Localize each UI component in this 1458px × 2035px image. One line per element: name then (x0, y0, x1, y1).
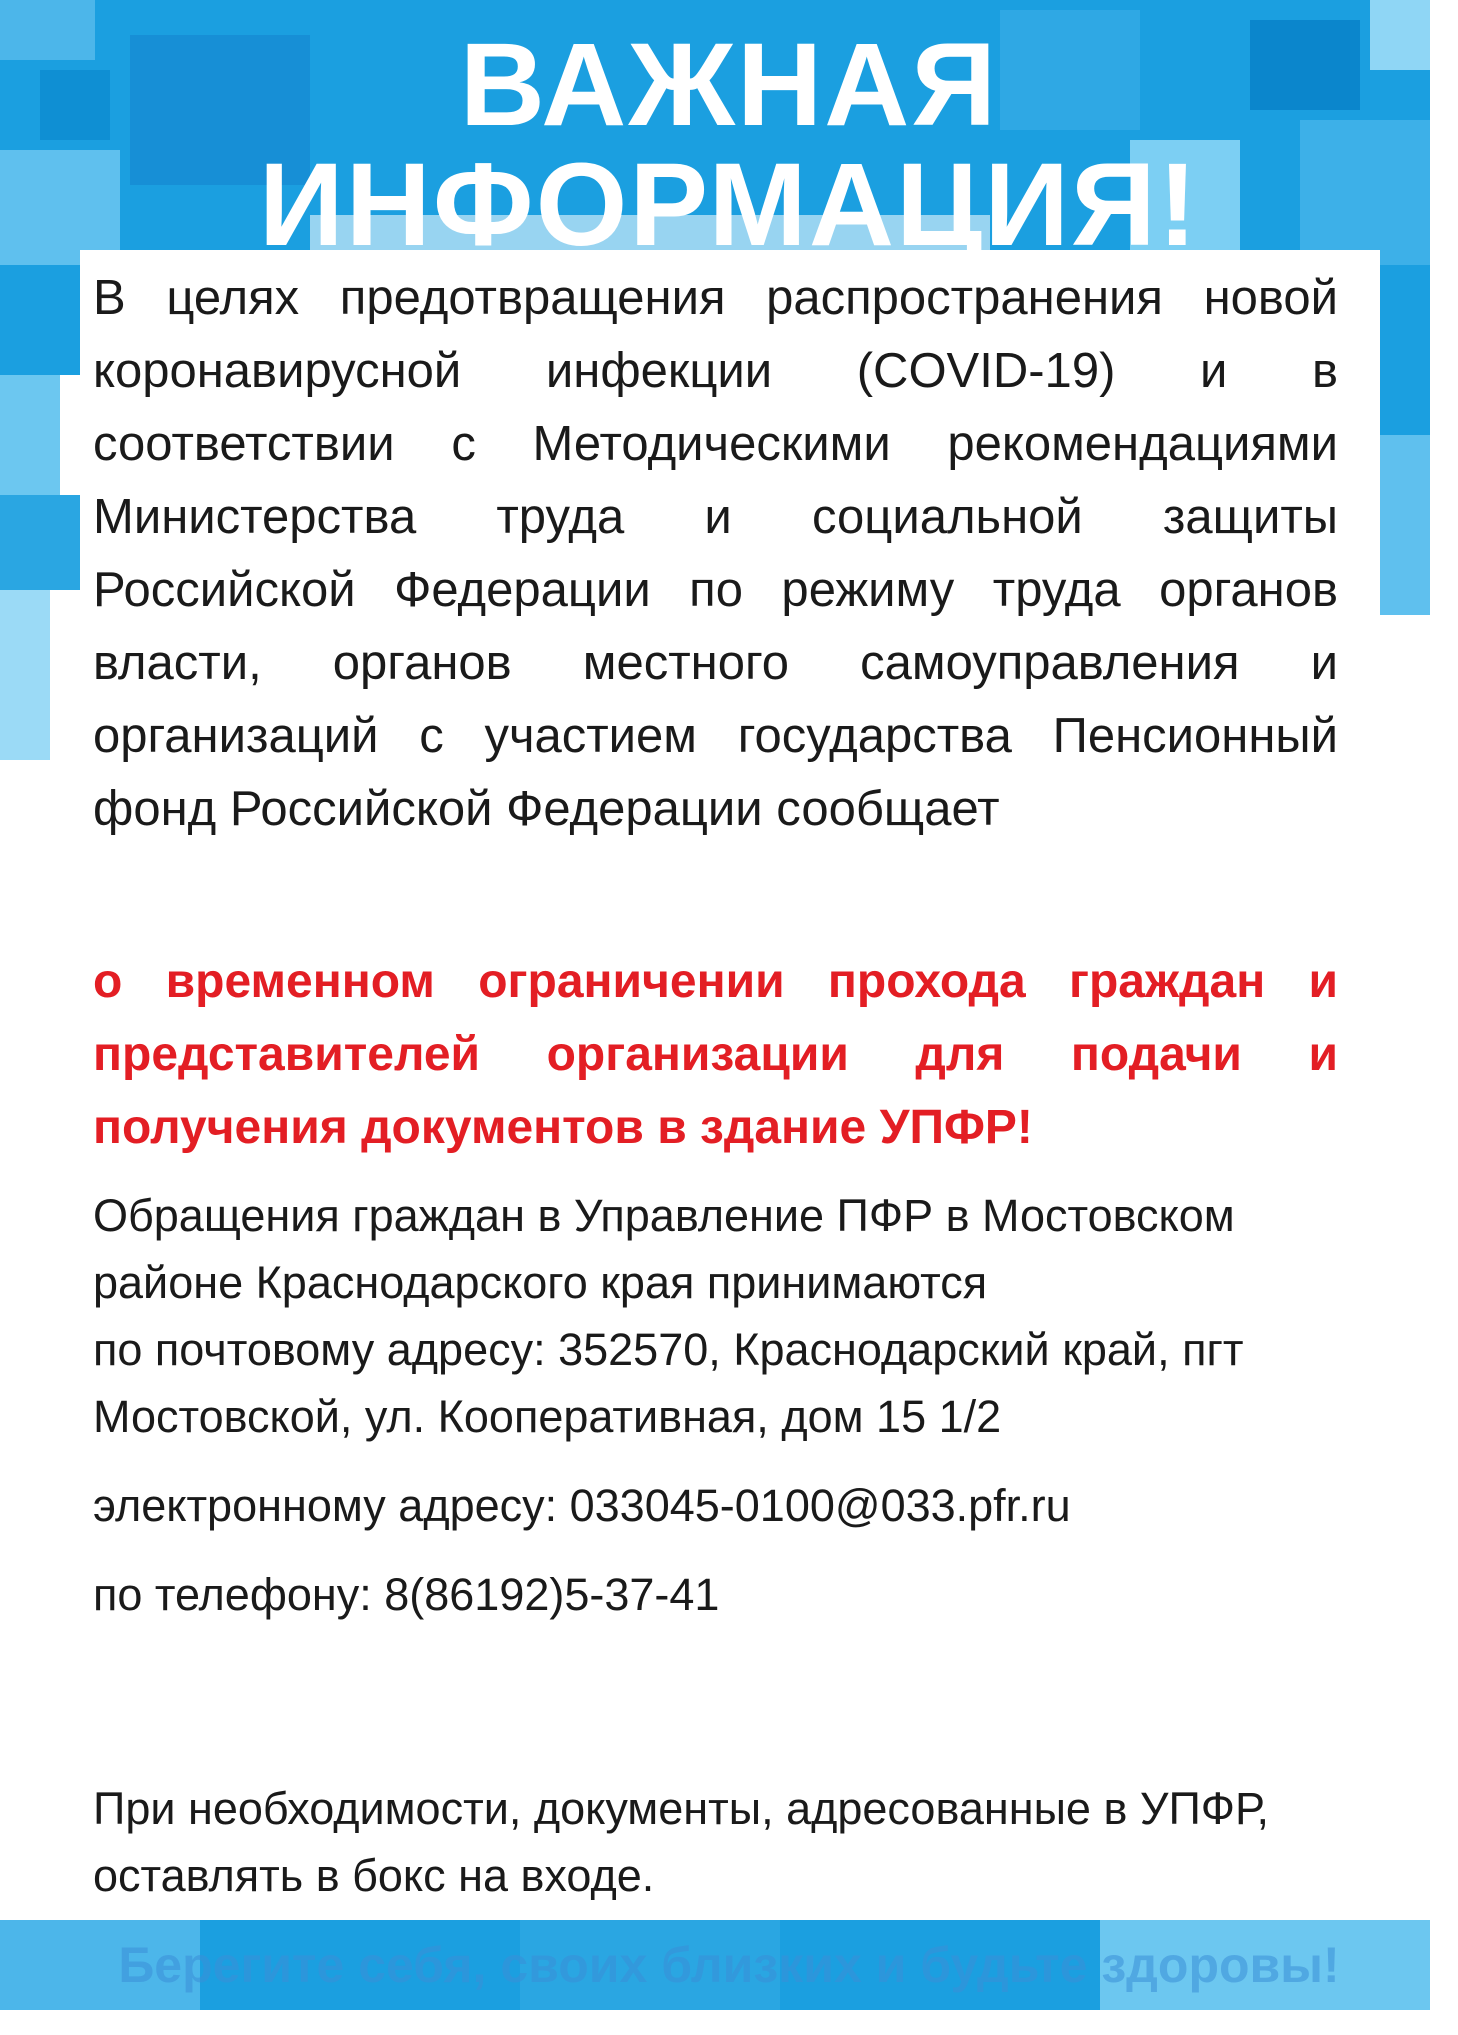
decor-square (1380, 265, 1430, 435)
right-decor-band (1380, 265, 1430, 615)
intro-paragraph: В целях предотвращения распространения новой коронавирусной инфекции (COVID-19) и в соответствии с Методическими рекомендациями Министерства труда и социальной защиты Российской Федерации по режиму труда органов власти, органов местного самоуправления и организаций с участием государства Пенсионный фонд Российской Федерации сообщает (93, 271, 1338, 836)
footer-slogan: Берегите себя, своих близких и будьте здоровы! (118, 1937, 1340, 1993)
contacts-block (93, 1182, 1338, 1628)
decor-square (0, 265, 80, 375)
decor-square (0, 375, 60, 495)
left-decor-band (0, 265, 80, 760)
email-address: электронному адресу: 033045-0100@033.pfr.ru (93, 1480, 1071, 1531)
decor-square (1380, 435, 1430, 615)
page-title-line2: ИНФОРМАЦИЯ! (258, 139, 1200, 271)
decor-square (0, 495, 80, 590)
postal-address: по почтовому адресу: 352570, Краснодарский край, пгт Мостовской, ул. Кооперативная, дом 15 1/2 (93, 1324, 1244, 1442)
dropbox-note: При необходимости, документы, адресованные в УПФР, оставлять в бокс на входе. (93, 1783, 1270, 1901)
warning-notice: о временном ограничении прохода граждан и представителей организации для подачи и получения документов в здание УПФР! (93, 955, 1338, 1154)
page-title-line1: ВАЖНАЯ (459, 19, 999, 151)
phone-number: по телефону: 8(86192)5-37-41 (93, 1569, 720, 1620)
decor-square (0, 590, 50, 760)
contacts-lead: Обращения граждан в Управление ПФР в Мостовском районе Краснодарского края принимаются (93, 1190, 1235, 1308)
